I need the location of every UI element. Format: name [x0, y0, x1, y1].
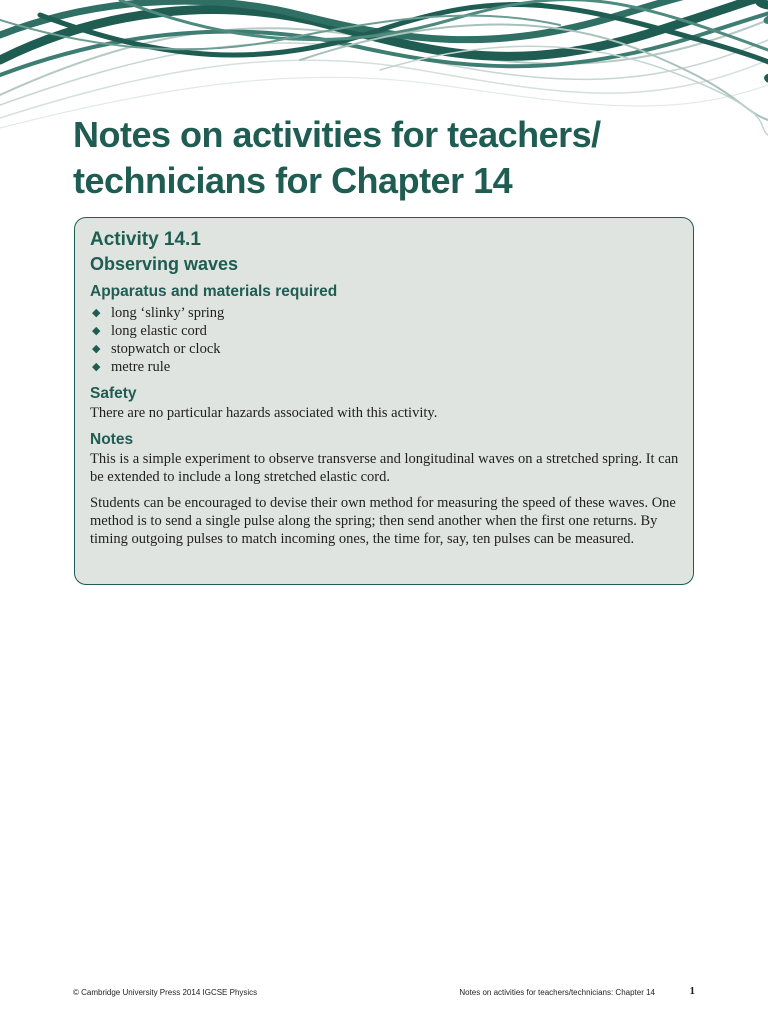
title-line-1: Notes on activities for teachers/ — [73, 114, 601, 155]
footer-copyright: © Cambridge University Press 2014 IGCSE Physics — [73, 988, 258, 997]
apparatus-list — [90, 304, 677, 376]
activity-number: Activity 14.1 — [90, 229, 201, 250]
apparatus-heading: Apparatus and materials required — [90, 283, 338, 300]
diamond-bullet-icon: ◆ — [92, 307, 101, 319]
list-item: ◆ metre rule — [92, 359, 171, 375]
page-footer — [73, 986, 695, 1000]
diamond-bullet-icon: ◆ — [92, 343, 101, 355]
list-item: ◆ long elastic cord — [92, 323, 207, 339]
notes-heading: Notes — [90, 431, 134, 448]
title-line-2: technicians for Chapter 14 — [73, 160, 513, 201]
diamond-bullet-icon: ◆ — [92, 361, 101, 373]
list-item: ◆ stopwatch or clock — [92, 341, 221, 357]
page-number: 1 — [689, 985, 695, 997]
notes-paragraph-2: Students can be encouraged to devise their own method for measuring the speed of these waves. One method is to send a single pulse along the spring; then send another when the first one returns. By timing outgoing pulses to match incoming ones, the time for, say, ten pulses can be measured. — [90, 495, 676, 547]
footer-running-title: Notes on activities for teachers/technicians: Chapter 14 — [459, 988, 655, 997]
list-item: ◆ long ‘slinky’ spring — [92, 305, 225, 321]
activity-name: Observing waves — [90, 254, 239, 274]
safety-text: There are no particular hazards associated with this activity. — [90, 405, 438, 421]
activity-box — [74, 217, 694, 585]
notes-paragraph-1: This is a simple experiment to observe transverse and longitudinal waves on a stretched spring. It can be extended to include a long stretched elastic cord. — [90, 451, 679, 485]
diamond-bullet-icon: ◆ — [92, 325, 101, 337]
safety-heading: Safety — [90, 385, 137, 402]
page-title — [73, 112, 713, 204]
